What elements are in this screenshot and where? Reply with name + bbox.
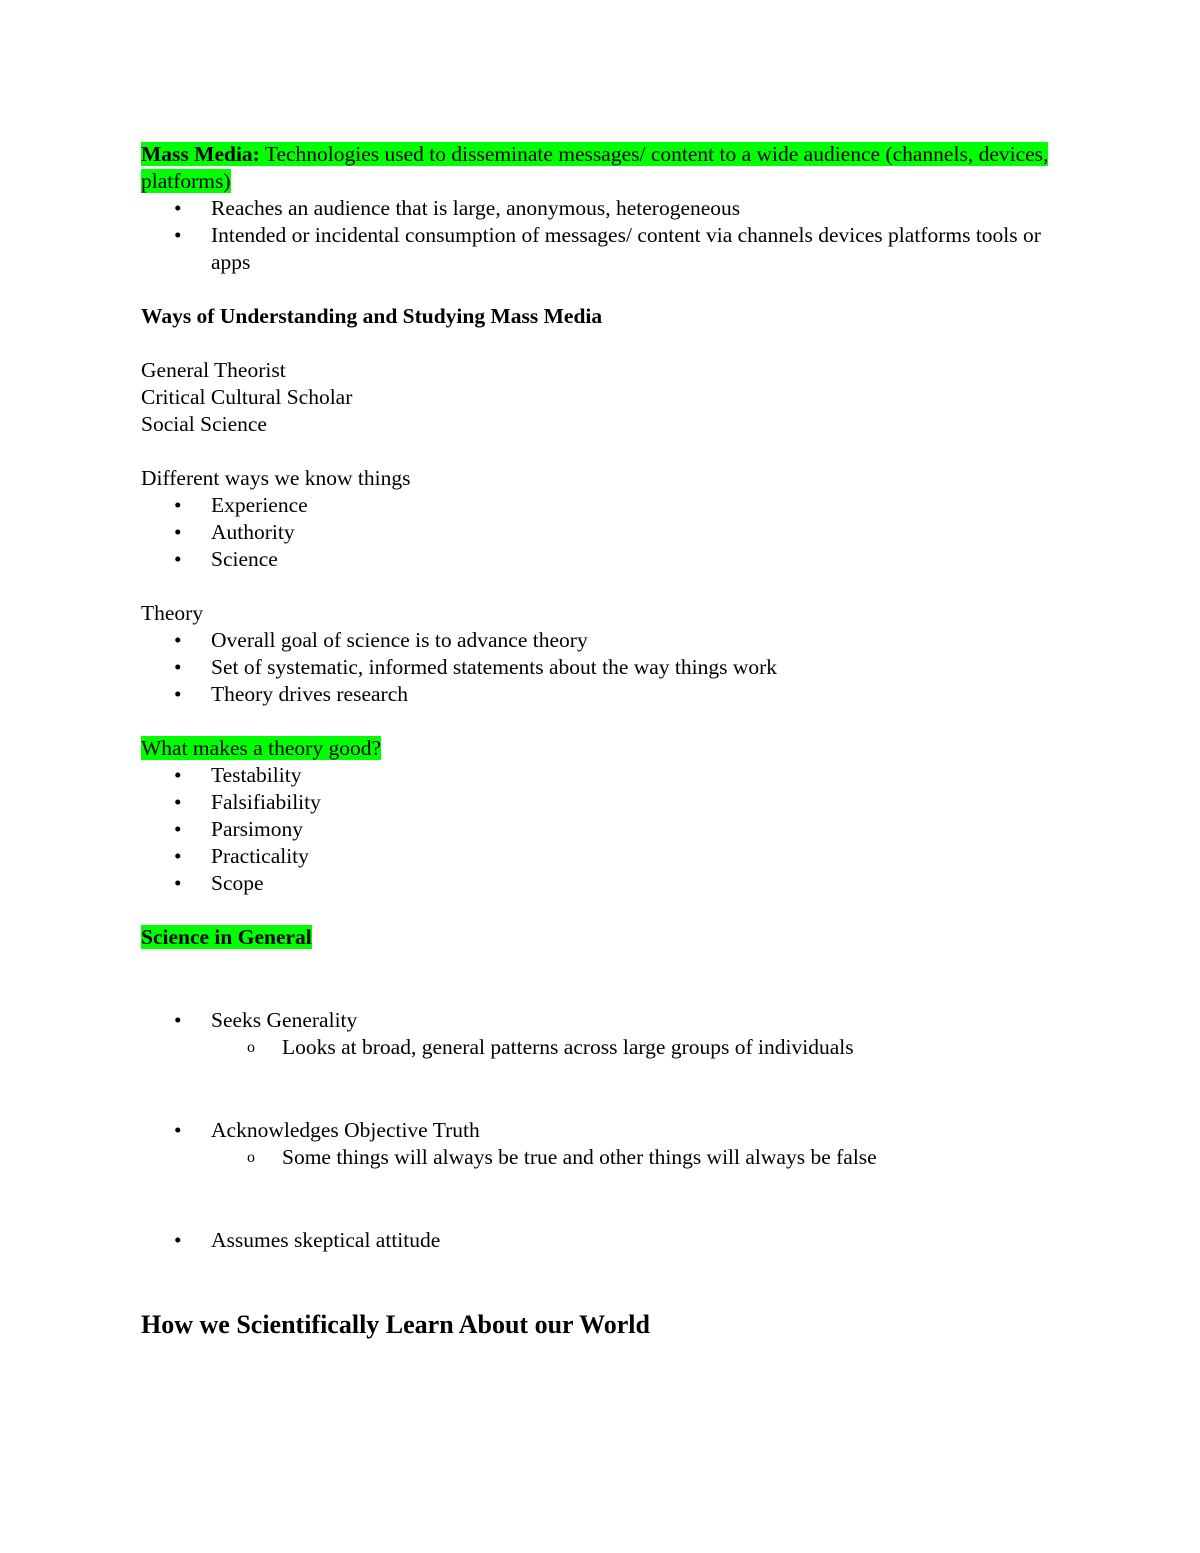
science-general-heading-text: Science in General <box>141 925 312 949</box>
sub-list-item <box>141 1034 1061 1061</box>
theory-bullets <box>141 627 1061 708</box>
science-general-bullets <box>141 1117 1061 1144</box>
list-item <box>141 681 1061 708</box>
bullet-icon: • <box>174 844 182 868</box>
bullet-icon: • <box>174 790 182 814</box>
list-item <box>141 195 1061 222</box>
spacer <box>141 1171 1061 1227</box>
circle-bullet-icon: o <box>247 1149 255 1166</box>
science-general-heading <box>141 924 1061 951</box>
list-item <box>141 762 1061 789</box>
list-item-text: Testability <box>211 763 302 787</box>
bullet-icon: • <box>174 196 182 220</box>
list-item-text: Science <box>211 547 278 571</box>
mass-media-definition-text: Technologies used to disseminate messages/ content to a wide audience (channels, devices, platforms) <box>141 142 1049 193</box>
approach-line: Critical Cultural Scholar <box>141 385 353 409</box>
bullet-icon: • <box>174 1228 182 1252</box>
knowing-bullets <box>141 492 1061 573</box>
list-item-text: Theory drives research <box>211 682 408 706</box>
spacer <box>141 1061 1061 1117</box>
list-item-text: Set of systematic, informed statements about the way things work <box>211 655 778 679</box>
ways-heading <box>141 303 1061 330</box>
list-item <box>141 627 1061 654</box>
highlight <box>141 142 1048 193</box>
approach-line: Social Science <box>141 412 267 436</box>
list-item <box>141 654 1061 681</box>
list-item <box>141 1007 1061 1034</box>
section-heading: How we Scientifically Learn About our World <box>141 1310 650 1339</box>
highlight: What makes a theory good? <box>141 736 381 760</box>
sub-list-item-text: Some things will always be true and other things will always be false <box>282 1145 877 1169</box>
sub-bullets <box>141 1034 1061 1061</box>
list-item <box>141 870 1061 897</box>
list-item-text: Falsifiability <box>211 790 321 814</box>
sub-list-item-text: Looks at broad, general patterns across large groups of individuals <box>282 1035 854 1059</box>
list-item <box>141 1227 1061 1254</box>
bullet-icon: • <box>174 1008 182 1032</box>
spacer <box>141 276 1061 303</box>
science-general-bullets <box>141 1227 1061 1254</box>
list-item-text: Scope <box>211 871 264 895</box>
list-item-text: Reaches an audience that is large, anonymous, heterogeneous <box>211 196 741 220</box>
spacer <box>141 573 1061 600</box>
list-item <box>141 546 1061 573</box>
mass-media-term: Mass Media: <box>141 142 260 166</box>
theory-heading: Theory <box>141 601 204 625</box>
list-item <box>141 519 1061 546</box>
ways-heading-text: Ways of Understanding and Studying Mass Media <box>141 304 603 328</box>
bullet-icon: • <box>174 628 182 652</box>
list-item <box>141 1117 1061 1144</box>
bullet-icon: • <box>174 493 182 517</box>
bullet-icon: • <box>174 1118 182 1142</box>
list-item-text: Experience <box>211 493 308 517</box>
mass-media-bullets <box>141 195 1061 276</box>
bullet-icon: • <box>174 547 182 571</box>
spacer <box>141 1254 1061 1308</box>
list-item-text: Assumes skeptical attitude <box>211 1228 441 1252</box>
spacer <box>141 330 1061 357</box>
good-theory-bullets <box>141 762 1061 897</box>
approach-line: General Theorist <box>141 358 286 382</box>
bullet-icon: • <box>174 763 182 787</box>
list-item-text: Overall goal of science is to advance theory <box>211 628 588 652</box>
spacer <box>141 438 1061 465</box>
list-item-text: Intended or incidental consumption of messages/ content via channels devices platforms tools or apps <box>211 223 1041 274</box>
list-item <box>141 789 1061 816</box>
bullet-icon: • <box>174 871 182 895</box>
list-item-text: Seeks Generality <box>211 1008 358 1032</box>
list-item <box>141 222 1061 276</box>
spacer <box>141 708 1061 735</box>
knowing-intro: Different ways we know things <box>141 466 411 490</box>
list-item <box>141 492 1061 519</box>
spacer <box>141 897 1061 924</box>
list-item-text: Authority <box>211 520 295 544</box>
circle-bullet-icon: o <box>247 1039 255 1056</box>
list-item-text: Parsimony <box>211 817 303 841</box>
list-item-text: Acknowledges Objective Truth <box>211 1118 480 1142</box>
list-item <box>141 816 1061 843</box>
science-general-bullets <box>141 1007 1061 1034</box>
sub-bullets <box>141 1144 1061 1171</box>
bullet-icon: • <box>174 682 182 706</box>
bullet-icon: • <box>174 520 182 544</box>
document-body <box>141 141 1061 1342</box>
list-item <box>141 843 1061 870</box>
bullet-icon: • <box>174 223 182 247</box>
highlight <box>141 925 312 949</box>
bullet-icon: • <box>174 655 182 679</box>
good-theory-heading <box>141 735 1061 762</box>
sub-list-item <box>141 1144 1061 1171</box>
spacer <box>141 951 1061 1007</box>
bullet-icon: • <box>174 817 182 841</box>
list-item-text: Practicality <box>211 844 309 868</box>
mass-media-definition <box>141 141 1061 195</box>
